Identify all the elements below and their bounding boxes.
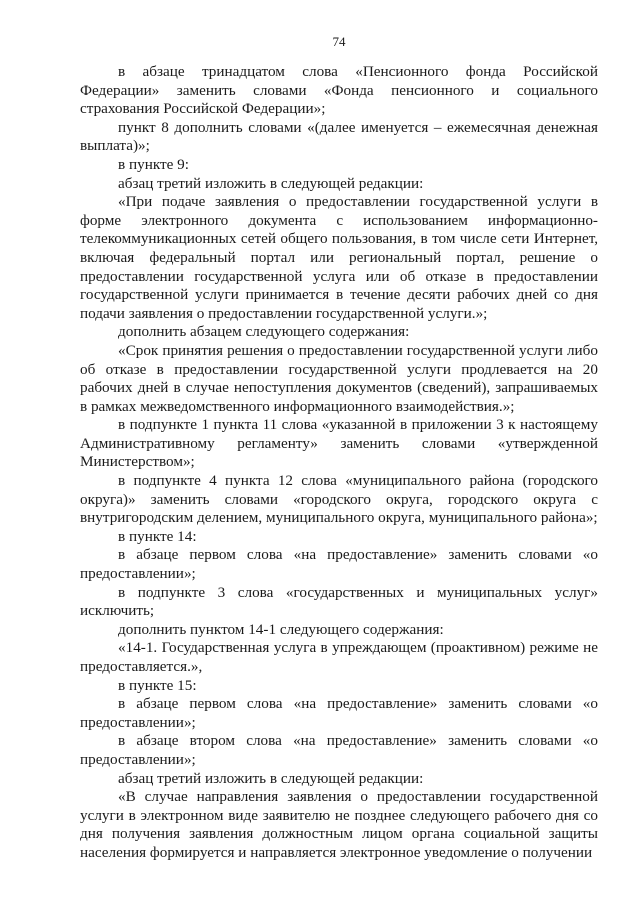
- paragraph: дополнить абзацем следующего содержания:: [118, 323, 410, 341]
- document-page: [80, 0, 598, 905]
- paragraph: в подпункте 4 пункта 12 слова «муниципального района (городского округа)» заменить словами «городского округа, городского округа с внутригородским делением, муниципального округа, муниципального района»;: [80, 472, 598, 527]
- paragraph: абзац третий изложить в следующей редакции:: [118, 174, 424, 192]
- paragraph: в подпункте 3 слова «государственных и муниципальных услуг» исключить;: [80, 583, 598, 620]
- paragraph: абзац третий изложить в следующей редакции:: [118, 769, 424, 787]
- paragraph: «В случае направления заявления о предоставлении государственной услуги в электронном виде заявителю не позднее следующего рабочего дня со дня получения заявления должностным лицом органа социальной защиты населения формируется и направляется электронное уведомление о получении: [80, 788, 598, 861]
- paragraph: в абзаце втором слова «на предоставление» заменить словами «о предоставлении»;: [80, 732, 598, 768]
- paragraph: в абзаце первом слова «на предоставление» заменить словами «о предоставлении»;: [80, 546, 598, 583]
- paragraph: «14-1. Государственная услуга в упреждающем (проактивном) режиме не предоставляется.»,: [80, 639, 598, 675]
- paragraph: пункт 8 дополнить словами «(далее именуется – ежемесячная денежная выплата)»;: [80, 118, 598, 155]
- paragraph: в пункте 14:: [118, 527, 197, 545]
- paragraph: в абзаце тринадцатом слова «Пенсионного фонда Российской Федерации» заменить словами «Фонда пенсионного и социального страхования Российской Федерации»;: [80, 63, 598, 118]
- paragraph: «При подаче заявления о предоставлении государственной услуги в форме электронного документа с использованием информационно-телекоммуникационных сетей общего пользования, в том числе сети Интернет, включая федеральный портал или региональный портал, решение о предоставлении государственной услуга или об отказе в предоставлении государственной услуги принимается в течение десяти рабочих дней со дня подачи заявления о предоставлении государственной услуги.»;: [80, 193, 598, 322]
- page-number: 74: [332, 34, 346, 49]
- paragraph: в абзаце первом слова «на предоставление» заменить словами «о предоставлении»;: [80, 695, 598, 731]
- paragraph: в подпункте 1 пункта 11 слова «указанной в приложении 3 к настоящему Административному регламенту» заменить словами «утвержденной Министерством»;: [80, 416, 598, 471]
- paragraph: дополнить пунктом 14-1 следующего содержания:: [118, 620, 444, 638]
- document-body: [80, 63, 598, 863]
- paragraph: «Срок принятия решения о предоставлении государственной услуги либо об отказе в предоставлении государственной услуги продлевается на 20 рабочих дней в случае непоступления документов (сведений), запрашиваемых в рамках межведомственного информационного взаимодействия.»;: [80, 341, 598, 415]
- paragraph: в пункте 15:: [118, 676, 197, 694]
- paragraph: в пункте 9:: [118, 155, 189, 173]
